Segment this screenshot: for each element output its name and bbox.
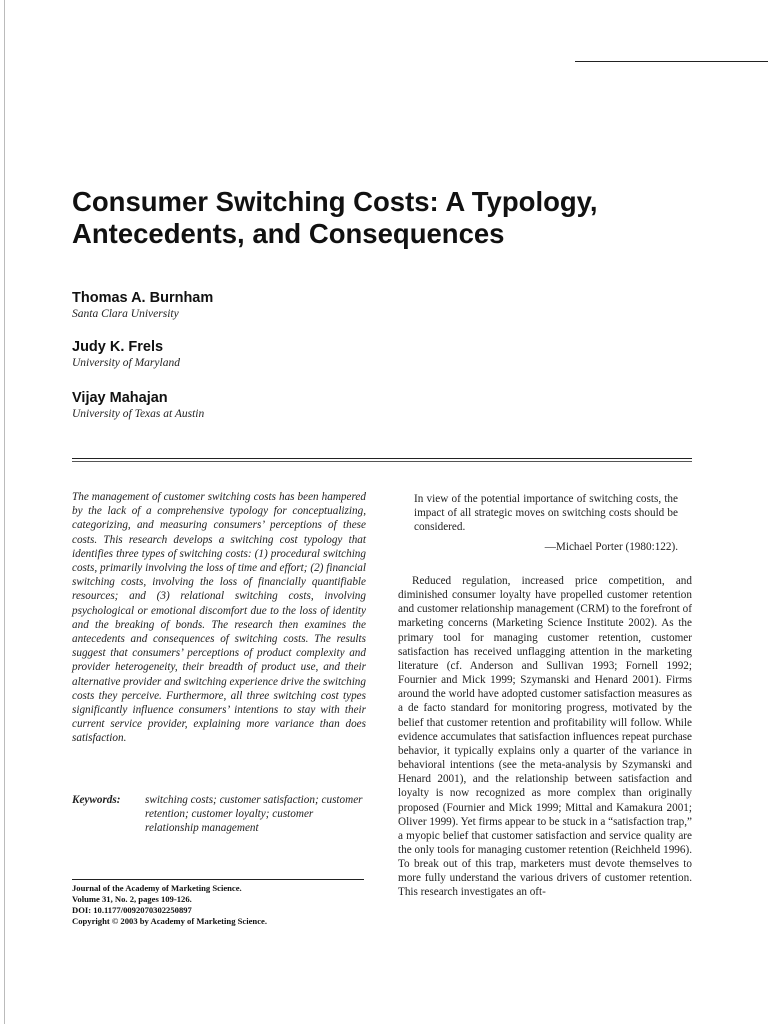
journal-volume: Volume 31, No. 2, pages 109-126. [72,894,192,904]
epigraph-attribution: —Michael Porter (1980:122). [544,541,678,553]
section-divider [72,458,692,459]
journal-copyright: Copyright © 2003 by Academy of Marketing Science. [72,916,267,926]
author-block-3 [72,389,204,422]
scan-edge-line [4,0,5,1024]
section-divider-secondary [72,461,692,462]
epigraph-quote: In view of the potential importance of switching costs, the impact of all strategic moves on switching costs should be considered. [414,493,678,534]
title-line-2: Antecedents, and Consequences [72,218,505,249]
paper-title [72,186,722,250]
journal-info [72,883,372,927]
keywords-text: switching costs; customer satisfaction; customer retention; customer loyalty; customer relationship management [145,794,363,835]
author-name: Vijay Mahajan [72,390,168,406]
keywords-label: Keywords: [72,794,121,806]
author-affiliation: Santa Clara University [72,308,179,320]
header-rule [575,61,768,62]
keywords [72,793,366,836]
journal-name: Journal of the Academy of Marketing Science. [72,883,242,893]
title-line-1: Consumer Switching Costs: A Typology, [72,186,598,217]
journal-doi: DOI: 10.1177/0092070302250897 [72,905,192,915]
body-paragraph: Reduced regulation, increased price competition, and diminished consumer loyalty have propelled customer retention and customer relationship management (CRM) to the forefront of marketing concerns (Marketing Science Institute 2002). As the primary tool for managing customer retention, customer satisfaction has received unflagging attention in the marketing literature (cf. Anderson and Sullivan 1993; Fornell 1992; Fournier and Mick 1999; Szymanski and Henard 2001). Firms around the world have adopted customer satisfaction measures as a de facto standard for monitoring progress, motivated by the belief that customer retention and profitability will follow. While evidence accumulates that satisfaction influences repeat purchase behavior, it typically explains only a quarter of the variance in behavioral intentions (see the meta-analysis by Szymanski and Henard 2001), and the relationship between satisfaction and loyalty is now recognized as more complex than originally proposed (Fournier and Mick 1999; Mittal and Kamakura 2001; Oliver 1999). Yet firms appear to be stuck in a “satisfaction trap,” a myopic belief that customer satisfaction and service quality are the only tools for managing customer retention (Reichheld 1996). To break out of this trap, marketers must devote themselves to more fully understand the various drivers of customer retention. This research investigates an oft- [398,575,692,899]
author-name: Thomas A. Burnham [72,290,214,306]
author-affiliation: University of Maryland [72,357,180,369]
author-name: Judy K. Frels [72,339,164,355]
abstract: The management of customer switching costs has been hampered by the lack of a comprehensive typology for conceptualizing, categorizing, and measuring consumers’ perceptions of these costs. This research develops a switching cost typology that identifies three types of switching costs: (1) procedural switching costs, primarily involving the loss of time and effort; (2) financial switching costs, involving the loss of financially quantifiable resources; and (3) relational switching costs, involving psychological or emotional discomfort due to the loss of identity and the breaking of bonds. The research then examines the antecedents and consequences of switching costs. The results suggest that consumers’ perceptions of product complexity and provider heterogeneity, their breadth of product use, and their alternative provider and switching experience drive the switching costs they perceive. Furthermore, all three switching cost types significantly influence consumers’ intentions to stay with their current service provider, explaining more variance than does satisfaction. [72,491,366,745]
author-affiliation: University of Texas at Austin [72,408,205,420]
author-block-2 [72,338,180,371]
author-block-1 [72,289,213,322]
footnote-rule [72,879,364,880]
